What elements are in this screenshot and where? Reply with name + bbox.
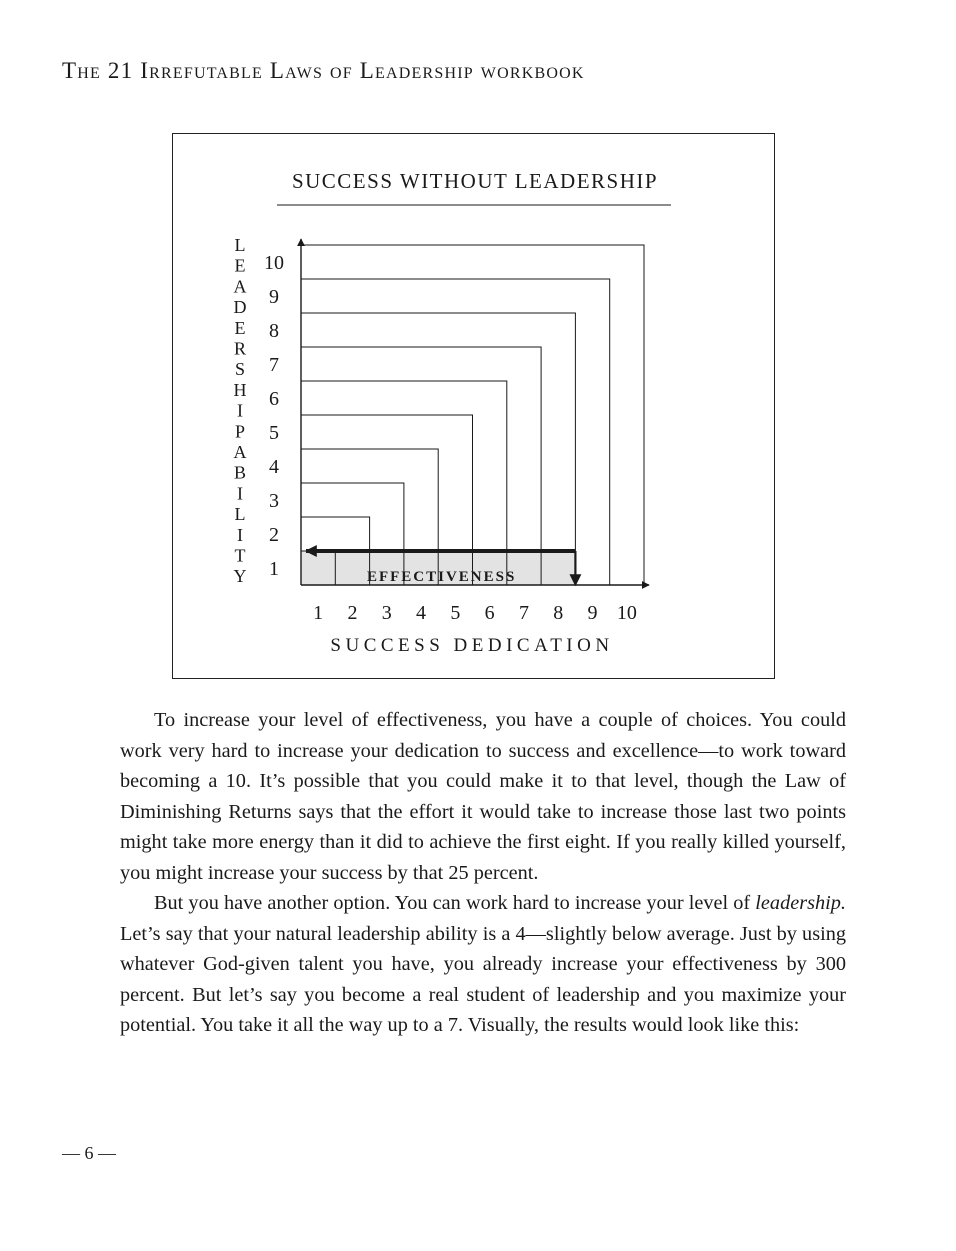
x-tick-label: 1 [313, 602, 324, 624]
y-axis-label-letter: S [234, 359, 246, 380]
paragraph-2-emphasis: leadership. [755, 892, 846, 914]
y-tick-label: 1 [269, 558, 279, 580]
y-tick-label: 3 [269, 490, 279, 512]
page-number: — 6 — [62, 1143, 116, 1163]
effectiveness-label: EFFECTIVENESS [366, 569, 517, 585]
x-tick-label: 10 [616, 602, 637, 624]
y-axis-label-letter: I [237, 400, 243, 421]
body-text [120, 705, 846, 1041]
x-tick-label: 9 [587, 602, 598, 624]
y-axis-label-letter: P [234, 421, 246, 442]
x-tick-label: 3 [381, 602, 392, 624]
x-tick-label: 6 [484, 602, 495, 624]
chart-plot-area [234, 235, 650, 624]
y-axis-label-letter: E [234, 317, 246, 338]
y-tick-label: 7 [269, 354, 279, 376]
x-axis-label: SUCCESS DEDICATION [330, 635, 614, 656]
paragraph-2-end: Let’s say that your natural leadership ability is a 4—slightly below average. Just by using whatever God-given talent you have, you already increase your effectiveness by 300 percent. But let’s say you become a real student of leadership and you maximize your potential. You take it all the way up to a 7. Visually, the results would look like this: [120, 922, 846, 1036]
y-tick-label: 8 [269, 320, 279, 342]
y-axis-label-letter: H [233, 379, 247, 400]
y-axis-label-letter: A [233, 276, 247, 297]
y-tick-label: 2 [269, 524, 279, 546]
x-tick-label: 4 [416, 602, 427, 624]
y-axis-label-letter: L [234, 235, 246, 255]
y-axis-label-letter: A [233, 442, 247, 462]
y-axis-label-letter: R [233, 338, 247, 359]
chart-svg [173, 134, 774, 678]
y-axis-label-letter: L [234, 504, 246, 525]
y-axis-label-letter: Y [233, 566, 247, 587]
y-axis-label-letter: I [237, 524, 243, 545]
y-tick-label: 5 [269, 422, 279, 444]
paragraph-2 [120, 888, 846, 1041]
y-axis-label-letter: D [233, 297, 247, 318]
x-tick-label: 7 [518, 602, 529, 624]
paragraph-2-start: But you have another option. You can work hard to increase your level of [154, 892, 756, 914]
paragraph-1: To increase your level of effectiveness, you have a couple of choices. You could work very hard to increase your dedication to success and excellence—to work toward becoming a 10. It’s possible that you could make it to that level, though the Law of Diminishing Returns says that the effort it would take to increase those last two points might take more energy than it did to achieve the first eight. If you really killed yourself, you might increase your success by that 25 percent. [120, 709, 846, 884]
y-tick-label: 10 [264, 252, 284, 274]
y-axis-label-letter: B [233, 462, 247, 483]
running-header: The 21 Irrefutable Laws of Leadership workbook [62, 58, 585, 83]
y-axis-label-letter: E [234, 255, 246, 276]
chart-figure [172, 133, 775, 679]
chart-title: SUCCESS WITHOUT LEADERSHIP [291, 169, 659, 193]
y-axis-label-letter: I [237, 483, 243, 504]
x-tick-label: 5 [450, 602, 461, 624]
y-tick-label: 9 [269, 286, 279, 308]
y-axis-label-letter: T [234, 545, 246, 566]
y-tick-label: 4 [269, 456, 279, 478]
x-tick-label: 8 [553, 602, 564, 624]
x-tick-label: 2 [347, 602, 358, 624]
grid-line-9 [301, 279, 610, 585]
y-tick-label: 6 [269, 388, 279, 410]
